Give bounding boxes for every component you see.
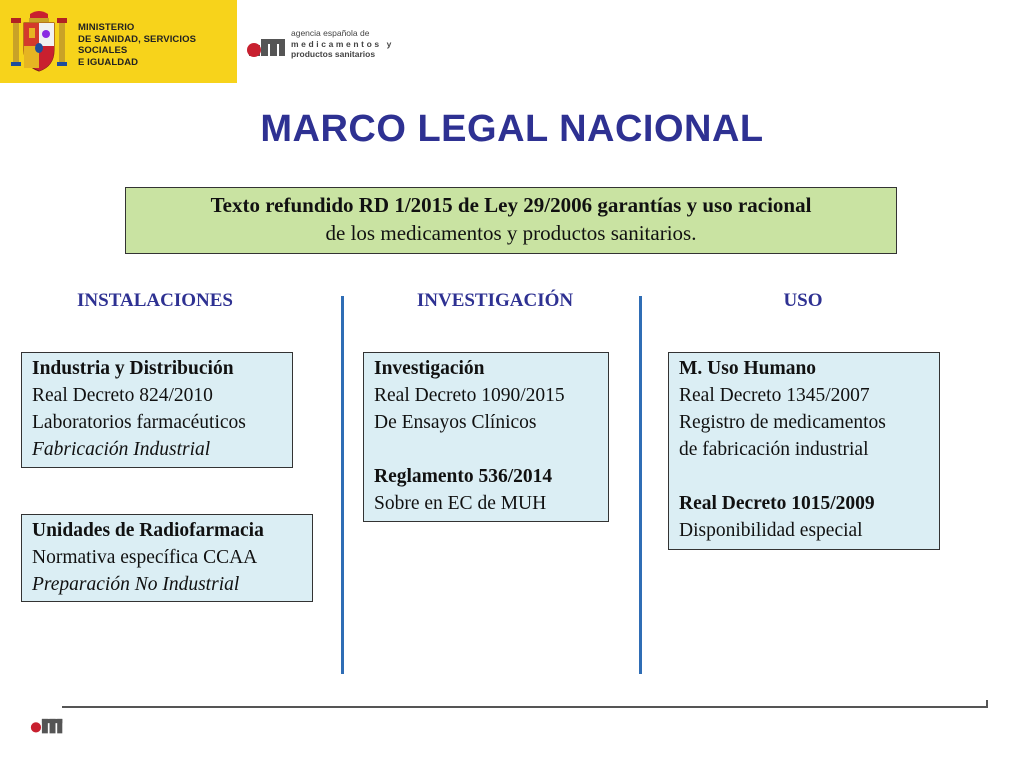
box-line: Sobre en EC de MUH [374,493,547,514]
box-title: Industria y Distribución [32,358,234,379]
column-heading-instalaciones: INSTALACIONES [77,290,233,311]
footer-divider [62,706,988,708]
box-line: de fabricación industrial [679,439,869,460]
column-divider-left [341,296,344,674]
column-heading-investigacion: INVESTIGACIÓN [416,290,574,311]
box-title: Real Decreto 1015/2009 [679,493,875,514]
box-line: Fabricación Industrial [32,439,211,460]
box-line: Disponibilidad especial [679,520,863,541]
box-unidades-radiofarmacia [21,514,313,602]
aemps-logo-icon [246,30,286,60]
box-title: Investigación [374,358,485,379]
box-line: Real Decreto 1345/2007 [679,385,870,406]
box-line: De Ensayos Clínicos [374,412,537,433]
box-line: Normativa específica CCAA [32,547,258,568]
agency-name: agencia española de medicamentos y productos sanitarios [291,28,395,59]
law-subtitle: de los medicamentos y productos sanitarios. [325,221,697,245]
box-title: Reglamento 536/2014 [374,466,553,487]
box-line: Laboratorios farmacéuticos [32,412,246,433]
column-divider-right [639,296,642,674]
column-heading-uso: USO [783,290,823,311]
box-line: Preparación No Industrial [32,574,240,595]
law-reference-box [125,187,897,254]
page-title: MARCO LEGAL NACIONAL [260,108,764,150]
coat-of-arms-icon [10,8,68,74]
box-line: Registro de medicamentos [679,412,886,433]
box-line: Real Decreto 824/2010 [32,385,213,406]
box-line: Real Decreto 1090/2015 [374,385,565,406]
box-title: M. Uso Humano [679,358,817,379]
footer-divider-tick [986,700,988,708]
box-uso-humano [668,352,940,550]
box-industria-distribucion [21,352,293,468]
ministry-name: MINISTERIO DE SANIDAD, SERVICIOS SOCIALES E IGUALDAD [78,22,197,68]
box-title: Unidades de Radiofarmacia [32,520,264,541]
ministry-logo-block [0,0,237,83]
footer-aemps-logo-icon [30,712,64,736]
box-investigacion [363,352,609,522]
law-title: Texto refundido RD 1/2015 de Ley 29/2006 garantías y uso racional [210,193,812,217]
